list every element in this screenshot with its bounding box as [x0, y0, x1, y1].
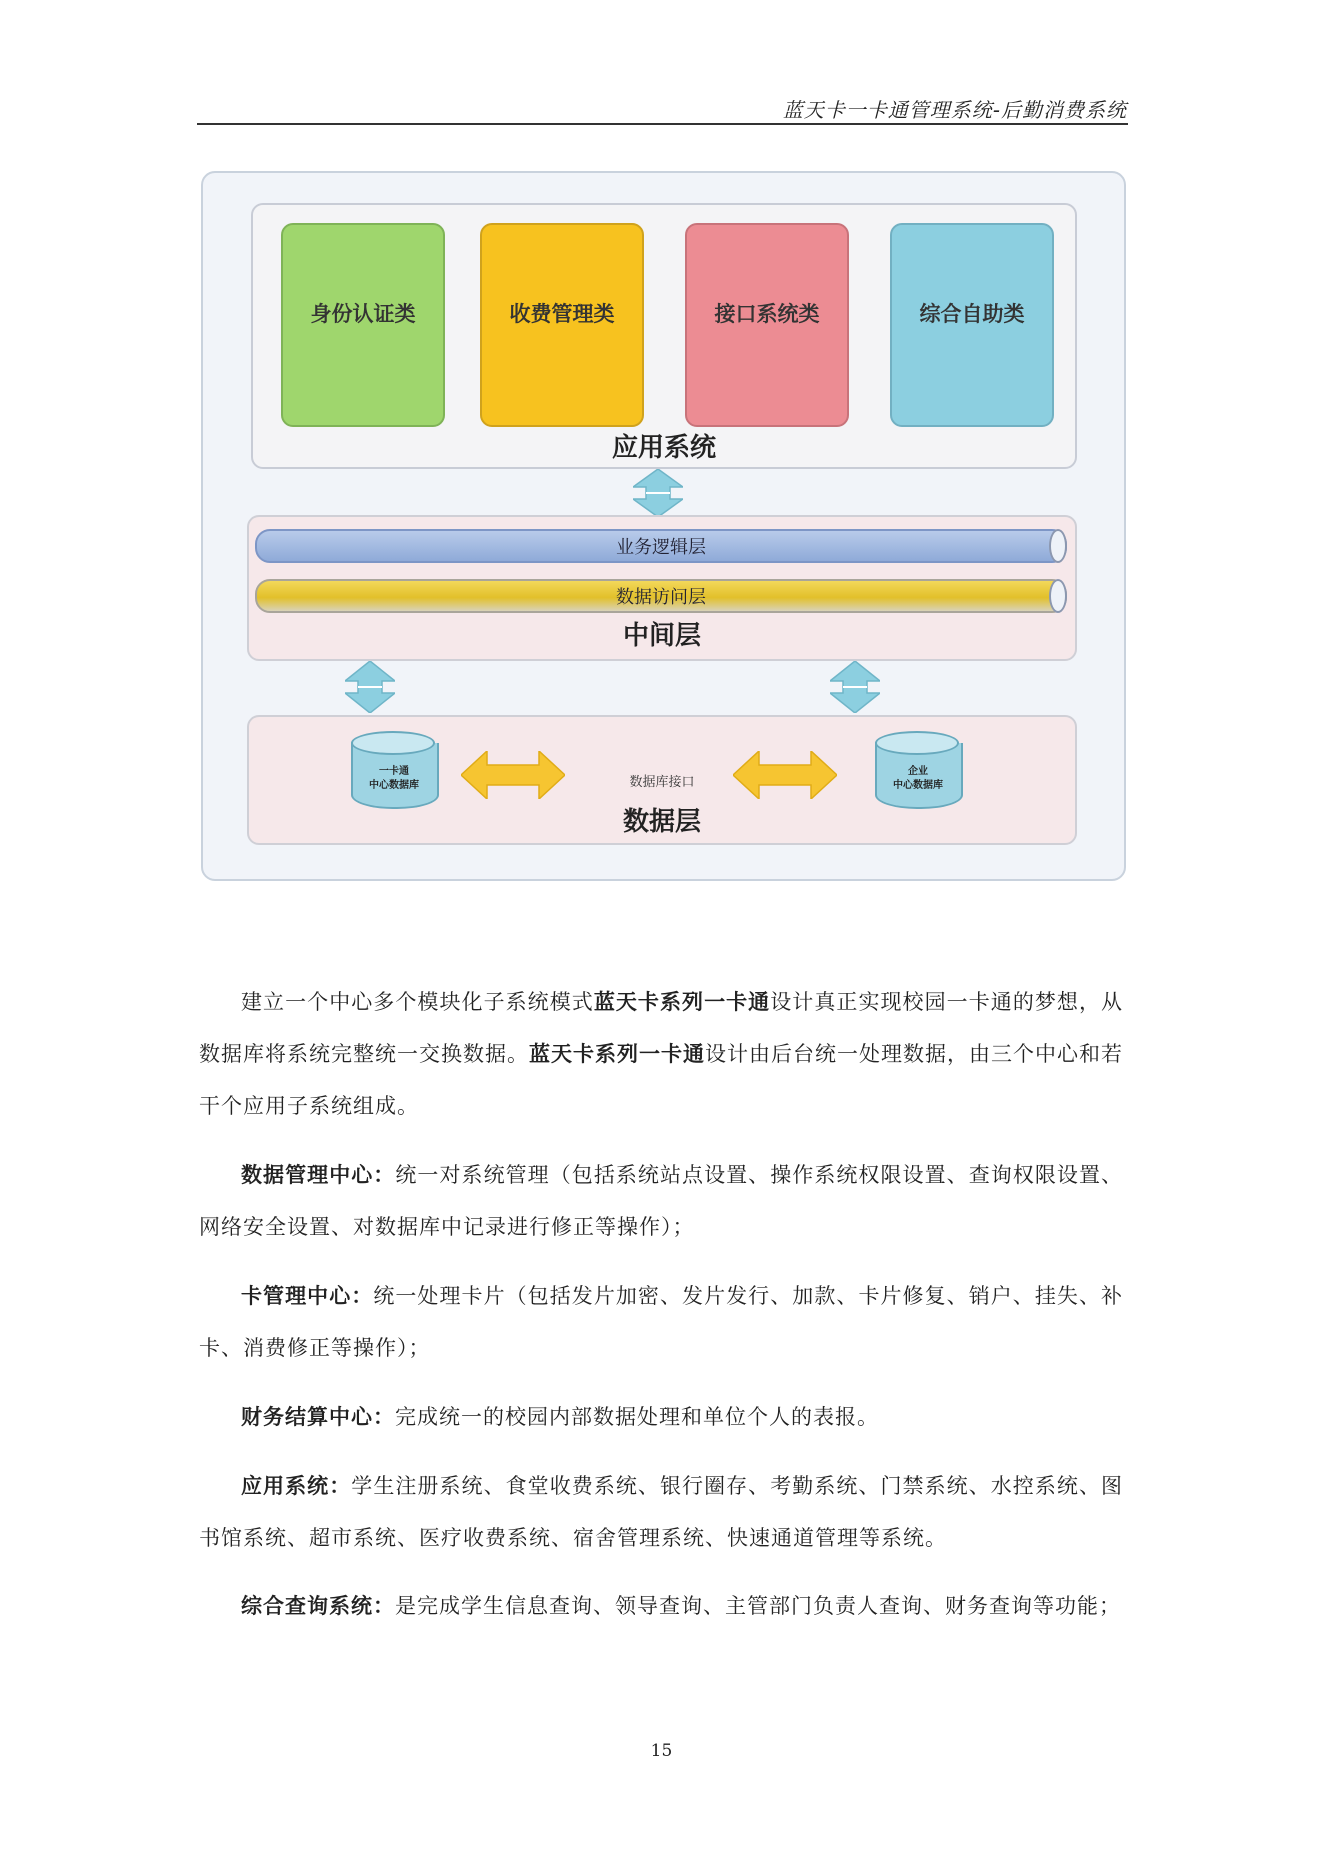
double-arrow-icon	[633, 469, 683, 517]
module-self-service	[890, 223, 1054, 427]
database-interface-label: 数据库接口	[629, 775, 695, 790]
module-label: 接口系统类	[714, 302, 820, 326]
data-layer-panel	[247, 715, 1077, 845]
text-run: 建立一个中心多个模块化子系统模式	[241, 990, 594, 1014]
paragraph-card-management-center	[199, 1270, 1123, 1374]
module-label: 身份认证类	[310, 302, 416, 326]
term-label: 应用系统：	[241, 1474, 352, 1498]
term-label: 卡管理中心：	[241, 1284, 374, 1308]
db-label-line1: 一卡通	[379, 766, 409, 777]
data-layer-label: 数据层	[622, 807, 701, 837]
module-identity-auth	[281, 223, 445, 427]
text-run: 是完成学生信息查询、领导查询、主管部门负责人查询、财务查询等功能；	[395, 1594, 1121, 1618]
text-run: 设计真正实现校园一卡通的梦想，从数据库将系统完整统一交换数据。	[199, 990, 1124, 1066]
db-label-line2: 中心数据库	[893, 780, 943, 791]
architecture-diagram	[201, 171, 1126, 881]
business-logic-layer-bar	[255, 529, 1067, 563]
text-run: 统一对系统管理（包括系统站点设置、操作系统权限设置、查询权限设置、网络安全设置、对数据库中记录进行修正等操作）；	[199, 1163, 1123, 1239]
double-arrow-icon	[830, 661, 880, 713]
page-header-title: 蓝天卡一卡通管理系统-后勤消费系统	[782, 98, 1127, 122]
application-system-panel	[251, 203, 1077, 469]
text-run: 设计由后台统一处理数据，由三个中心和若干个应用子系统组成。	[199, 1042, 1123, 1118]
middle-layer-panel	[247, 515, 1077, 661]
middle-layer-label: 中间层	[622, 621, 701, 651]
paragraph-data-management-center	[199, 1149, 1123, 1253]
module-interface-system	[685, 223, 849, 427]
text-run: 统一处理卡片（包括发片加密、发片发行、加款、卡片修复、销户、挂失、补卡、消费修正等操作）；	[199, 1284, 1124, 1360]
bar-label: 业务逻辑层	[616, 537, 706, 558]
text-run: 学生注册系统、食堂收费系统、银行圈存、考勤系统、门禁系统、水控系统、图书馆系统、超市系统、医疗收费系统、宿舍管理系统、快速通道管理等系统。	[199, 1474, 1124, 1550]
brand-text: 蓝天卡系列一卡通	[529, 1042, 705, 1066]
term-label: 财务结算中心：	[241, 1405, 395, 1429]
double-arrow-icon	[345, 661, 395, 713]
brand-text: 蓝天卡系列一卡通	[593, 990, 771, 1014]
data-access-layer-bar	[255, 579, 1067, 613]
paragraph-intro	[199, 976, 1123, 1132]
db-label-line2: 中心数据库	[369, 780, 419, 791]
term-label: 综合查询系统：	[241, 1594, 395, 1618]
paragraph-application-system	[199, 1460, 1123, 1564]
module-fee-management	[480, 223, 644, 427]
text-run: 完成统一的校园内部数据处理和单位个人的表报。	[395, 1405, 879, 1429]
bar-label: 数据访问层	[616, 587, 706, 608]
paragraph-finance-center	[199, 1391, 1123, 1443]
page-number: 15	[650, 1741, 673, 1761]
term-label: 数据管理中心：	[241, 1163, 396, 1187]
application-system-label: 应用系统	[611, 433, 716, 463]
module-label: 综合自助类	[919, 302, 1025, 326]
header-rule	[197, 123, 1128, 125]
double-arrow-icon	[733, 751, 837, 799]
module-label: 收费管理类	[509, 302, 615, 326]
db-label-line1: 企业	[908, 766, 928, 777]
paragraph-query-system	[199, 1580, 1123, 1632]
